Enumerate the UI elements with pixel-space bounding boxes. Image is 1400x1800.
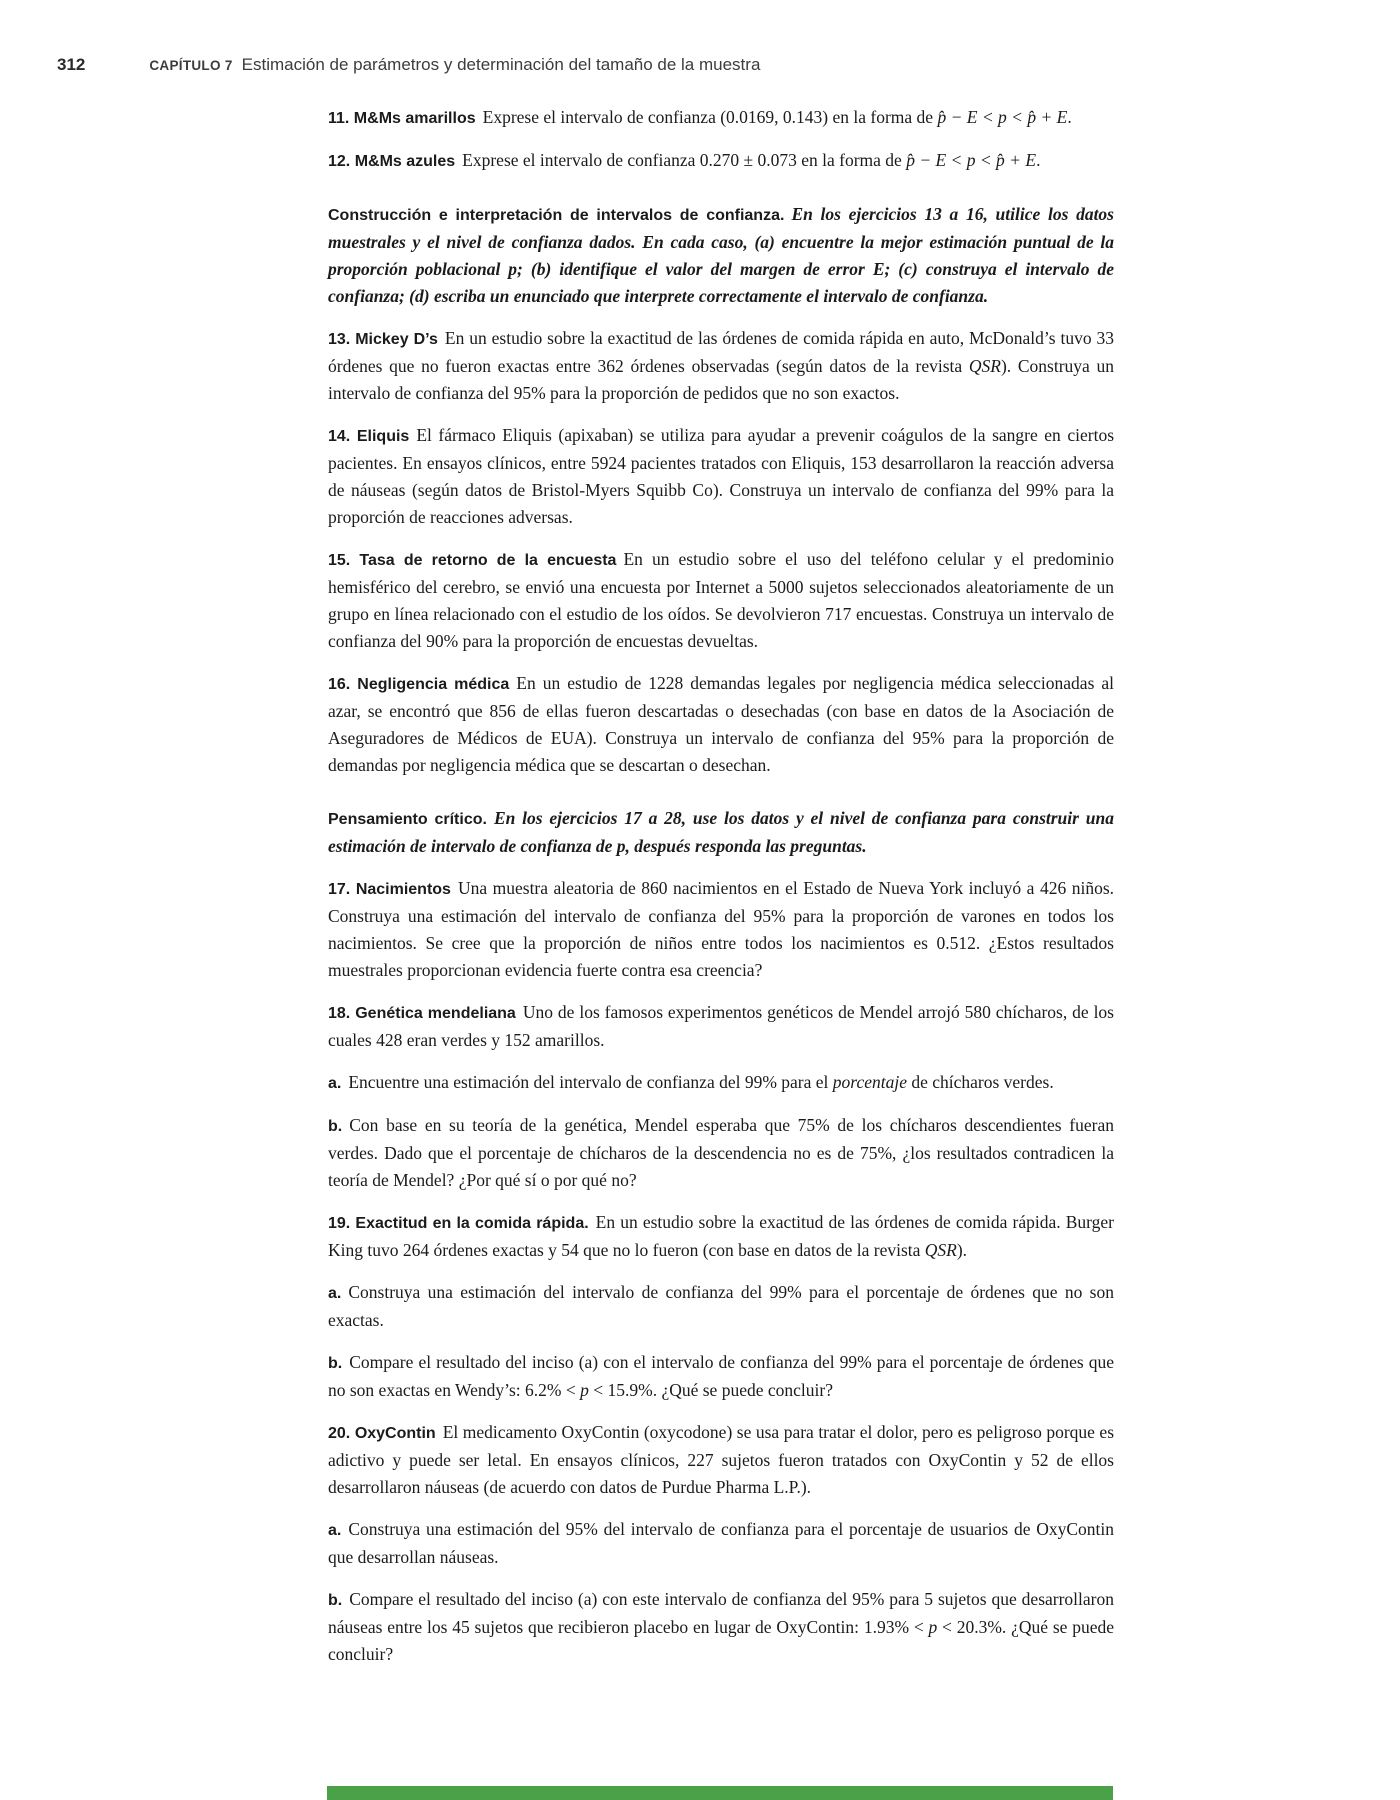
exercise-19-text: ). [956,1240,968,1260]
exercise-20b-text: < 20.3%. ¿Qué se puede concluir? [328,1617,1114,1664]
exercise-14 [328,422,1114,531]
exercise-19-label: 19. Exactitud en la comida rápida. [328,1215,589,1232]
exercise-13-text: QSR [968,356,1001,376]
section-pensamiento-critico-label: Pensamiento crítico. [328,811,487,828]
exercise-20b-text: Compare el resultado del inciso (a) con este intervalo de confianza del 95% para 5 sujetos que desarrollaron náuseas entre los 45 sujetos que recibieron placebo en lugar de OxyContin: 1.93% < [328,1589,1114,1637]
exercise-11-text: . [1067,107,1072,127]
exercise-18a-text: de chícharos verdes. [906,1072,1054,1092]
exercise-12-text: Exprese el intervalo de confianza 0.270 ± 0.073 en la forma de [462,150,907,170]
exercise-20a [328,1516,1114,1571]
exercise-20b-text: p [928,1617,938,1637]
exercise-18a-label: a. [328,1075,342,1092]
exercise-18a [328,1069,1114,1097]
section-construccion [328,201,1114,310]
exercise-19b-text: p [580,1380,589,1400]
exercise-19b [328,1349,1114,1404]
exercise-12-label: 12. M&Ms azules [328,153,456,170]
exercise-11-label: 11. M&Ms amarillos [328,110,476,127]
exercise-column [328,104,1114,1683]
exercise-15 [328,546,1114,655]
exercise-17 [328,875,1114,984]
exercise-19a-text: Construya una estimación del intervalo de confianza del 99% para el porcentaje de órdenes que no son exactas. [328,1282,1114,1330]
exercise-18b-label: b. [328,1118,343,1135]
exercise-11-text: Exprese el intervalo de confianza (0.0169, 0.143) en la forma de [482,107,938,127]
exercise-20b-label: b. [328,1592,343,1609]
exercise-17-text: Una muestra aleatoria de 860 nacimientos en el Estado de Nueva York incluyó a 426 niños. Construya una estimación del intervalo de confianza del 95% para la proporción de varones en todos los nacimientos. Se cree que la proporción de niños entre todos los nacimientos es 0.512. ¿Estos resultados muestrales proporcionan evidencia fuerte contra esa creencia? [328,878,1115,980]
exercise-11-text: p̂ − E < p < p̂ + E [937,107,1068,127]
exercise-18-label: 18. Genética mendeliana [328,1005,516,1022]
exercise-20a-text: Construya una estimación del 95% del intervalo de confianza para el porcentaje de usuarios de OxyContin que desarrollan náuseas. [328,1519,1114,1567]
exercise-18a-text: Encuentre una estimación del intervalo de confianza del 99% para el [348,1072,833,1092]
exercise-15-label: 15. Tasa de retorno de la encuesta [328,552,617,569]
chapter-label: CAPÍTULO 7 [149,58,233,73]
exercise-20a-label: a. [328,1522,342,1539]
page-number: 312 [57,55,86,74]
exercise-12-text: p̂ − E < p < p̂ + E [906,150,1037,170]
exercise-12 [328,147,1114,175]
chapter-title: Estimación de parámetros y determinación del tamaño de la muestra [241,55,761,74]
exercise-12-text: . [1036,150,1041,170]
exercise-20-text: El medicamento OxyContin (oxycodone) se usa para tratar el dolor, pero es peligroso porque es adictivo y puede ser letal. En ensayos clínicos, 227 sujetos fueron tratados con OxyContin y 52 de ellos desarrollaron náuseas (de acuerdo con datos de Purdue Pharma L.P.). [328,1422,1114,1497]
exercise-17-label: 17. Nacimientos [328,881,451,898]
exercise-19 [328,1209,1114,1264]
exercise-13-text: ). Construya un intervalo de confianza del 95% para la proporción de pedidos que no son exactos. [328,356,1114,403]
section-pensamiento-critico [328,805,1114,860]
exercise-16-label: 16. Negligencia médica [328,676,510,693]
exercise-18b [328,1112,1114,1194]
exercise-16 [328,670,1114,779]
exercise-15-text: En un estudio sobre el uso del teléfono celular y el predominio hemisférico del cerebro, se envió una encuesta por Internet a 5000 sujetos seleccionados aleatoriamente de un grupo en línea relacionado con el estudio de los oídos. Se devolvieron 717 encuestas. Construya un intervalo de confianza del 90% para la proporción de encuestas devueltas. [328,549,1114,651]
page-header [57,55,1340,75]
section-pensamiento-critico-text: En los ejercicios 17 a 28, use los datos y el nivel de confianza para construir una estimación de intervalo de confianza de p, después responda las preguntas. [328,808,1114,856]
exercise-13 [328,325,1114,407]
exercise-20b [328,1586,1114,1668]
section-banner [327,1786,1113,1800]
exercise-14-text: El fármaco Eliquis (apixaban) se utiliza para ayudar a prevenir coágulos de la sangre en ciertos pacientes. En ensayos clínicos, entre 5924 pacientes tratados con Eliquis, 153 desarrollaron la reacción adversa de náuseas (según datos de Bristol-Myers Squibb Co). Construya un intervalo de confianza del 99% para la proporción de reacciones adversas. [328,425,1114,527]
exercise-19a [328,1279,1114,1334]
section-construccion-text: En los ejercicios 13 a 16, utilice los datos muestrales y el nivel de confianza dados. En cada caso, (a) encuentre la mejor estimación puntual de la proporción poblacional p; (b) identifique el valor del margen de error E; (c) construya el intervalo de confianza; (d) escriba un enunciado que interprete correctamente el intervalo de confianza. [328,204,1114,306]
exercise-18a-text: porcentaje [832,1072,907,1092]
exercise-19-text: En un estudio sobre la exactitud de las órdenes de comida rápida. Burger King tuvo 264 órdenes exactas y 54 que no lo fueron (con base en datos de la revista [328,1212,1114,1260]
exercise-18b-text: Con base en su teoría de la genética, Mendel esperaba que 75% de los chícharos descendientes fueran verdes. Dado que el porcentaje de chícharos de la descendencia no es de 75%, ¿los resultados contradicen la teoría de Mendel? ¿Por qué sí o por qué no? [328,1115,1114,1190]
exercise-11 [328,104,1114,132]
exercise-18-text: Uno de los famosos experimentos genéticos de Mendel arrojó 580 chícharos, de los cuales 428 eran verdes y 152 amarillos. [328,1002,1114,1050]
exercise-19b-text: < 15.9%. ¿Qué se puede concluir? [588,1380,833,1400]
exercise-13-label: 13. Mickey D’s [328,331,438,348]
exercise-20 [328,1419,1114,1501]
exercise-20-label: 20. OxyContin [328,1425,436,1442]
exercise-19a-label: a. [328,1285,342,1302]
exercise-16-text: En un estudio de 1228 demandas legales por negligencia médica seleccionadas al azar, se encontró que 856 de ellas fueron descartadas o desechadas (con base en datos de la Asociación de Aseguradores de Médicos de EUA). Construya un intervalo de confianza del 95% para la proporción de demandas por negligencia médica que se descartan o desechan. [328,673,1114,775]
exercise-13-text: En un estudio sobre la exactitud de las órdenes de comida rápida en auto, McDonald’s tuvo 33 órdenes que no fueron exactas entre 362 órdenes observadas (según datos de la revista [328,328,1114,376]
exercise-19b-text: Compare el resultado del inciso (a) con el intervalo de confianza del 99% para el porcentaje de órdenes que no son exactas en Wendy’s: 6.2% < [328,1352,1114,1400]
section-construccion-label: Construcción e interpretación de intervalos de confianza. [328,207,785,224]
exercise-14-label: 14. Eliquis [328,428,410,445]
exercise-19b-label: b. [328,1355,343,1372]
exercise-18 [328,999,1114,1054]
exercise-19-text: QSR [924,1240,957,1260]
